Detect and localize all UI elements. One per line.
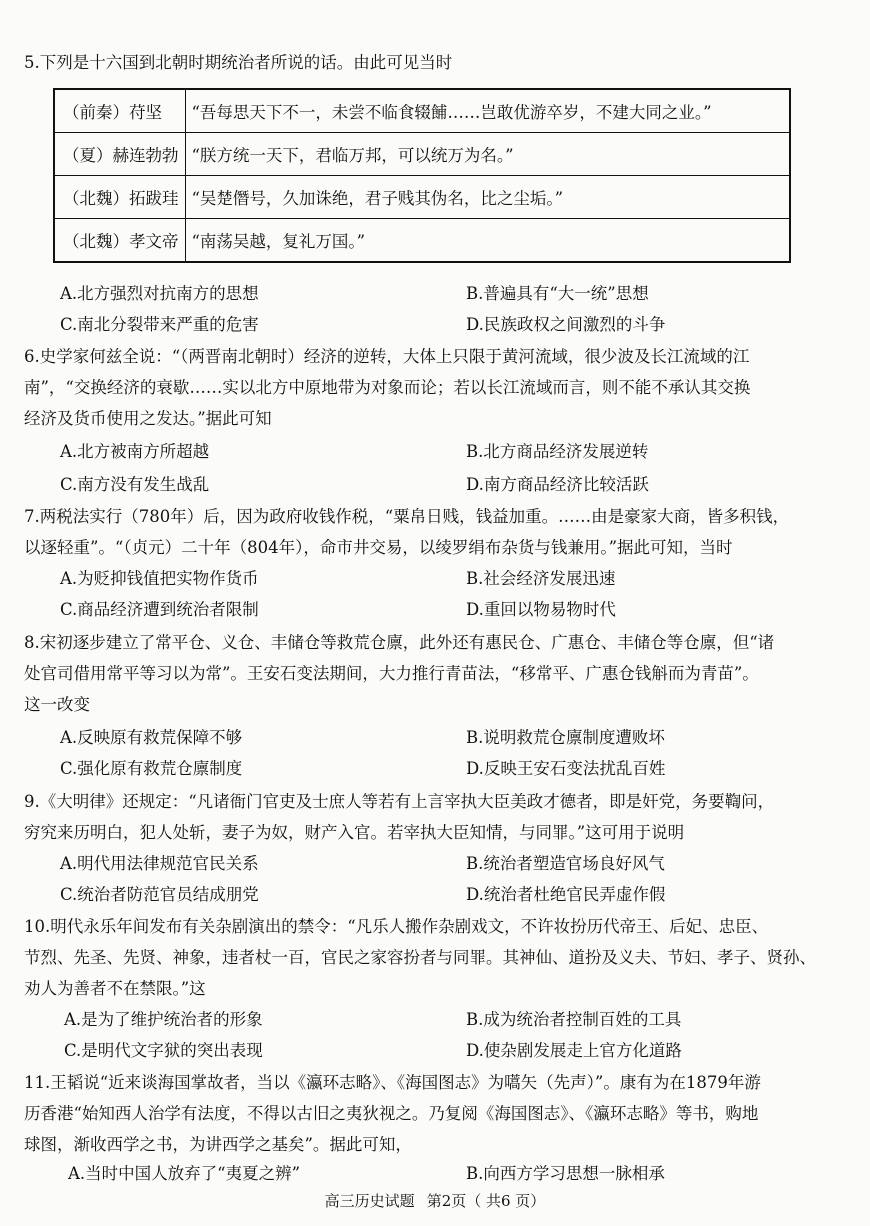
q9-stem-line: 9.《大明律》还规定：“凡诸衙门官吏及士庶人等若有上言宰执大臣美政才德者，即是奸党，务要鞫问， <box>24 792 775 811</box>
q7-stem-line: 7.两税法实行（780年）后，因为政府收钱作税，“粟帛日贱，钱益加重。……由是豪家大商，皆多积钱， <box>24 507 790 526</box>
q9-option-d[interactable]: D.统治者杜绝官民弄虚作假 <box>466 885 666 904</box>
q10-option-c[interactable]: C.是明代文字狱的突出表现 <box>64 1041 263 1060</box>
q5-option-a[interactable]: A.北方强烈对抗南方的思想 <box>60 284 259 303</box>
footer-page-number: 第2页（ 共6 页） <box>426 1192 546 1210</box>
q7-stem-line: 以逐轻重”。“（贞元）二十年（804年），命市井交易，以绫罗绢布杂货与钱兼用。”据此可知，当时 <box>24 538 733 557</box>
q8-option-d[interactable]: D.反映王安石变法扰乱百姓 <box>466 759 666 778</box>
q5-ruler-cell: （前秦）苻坚 <box>54 89 185 133</box>
q5-quote-table <box>53 88 791 263</box>
table-row <box>54 133 790 176</box>
q5-quote-cell: “吾每思天下不一，未尝不临食辍餔……岂敢优游卒岁，不建大同之业。” <box>185 89 790 133</box>
q6-option-a[interactable]: A.北方被南方所超越 <box>60 442 210 461</box>
q7-option-b[interactable]: B.社会经济发展迅速 <box>466 569 616 588</box>
q8-stem-line: 这一改变 <box>24 695 90 714</box>
q9-option-c[interactable]: C.统治者防范官员结成朋党 <box>60 885 259 904</box>
q6-option-b[interactable]: B.北方商品经济发展逆转 <box>466 442 649 461</box>
footer-subject: 高三历史试题 <box>324 1192 415 1210</box>
q10-option-d[interactable]: D.使杂剧发展走上官方化道路 <box>466 1041 682 1060</box>
q10-option-b[interactable]: B.成为统治者控制百姓的工具 <box>466 1010 682 1029</box>
q11-stem-line: 历香港“始知西人治学有法度，不得以古旧之夷狄视之。乃复阅《海国图志》、《瀛环志略》等书，购地 <box>24 1104 759 1123</box>
q5-quote-cell: “南荡吴越，复礼万国。” <box>185 219 790 263</box>
q9-option-b[interactable]: B.统治者塑造官场良好风气 <box>466 854 665 873</box>
q8-stem-line: 8.宋初逐步建立了常平仓、义仓、丰储仓等救荒仓廪，此外还有惠民仓、广惠仓、丰储仓等仓廪，但“诸 <box>24 633 775 652</box>
q5-option-b[interactable]: B.普遍具有“大一统”思想 <box>466 284 649 303</box>
table-row <box>54 176 790 219</box>
q9-option-a[interactable]: A.明代用法律规范官民关系 <box>60 854 259 873</box>
q6-option-c[interactable]: C.南方没有发生战乱 <box>60 475 210 494</box>
q5-stem: 5.下列是十六国到北朝时期统治者所说的话。由此可见当时 <box>24 53 453 72</box>
q5-option-c[interactable]: C.南北分裂带来严重的危害 <box>60 315 259 334</box>
table-row <box>54 219 790 263</box>
q10-stem-line: 10.明代永乐年间发布有关杂剧演出的禁令：“凡乐人搬作杂剧戏文，不许妆扮历代帝王、后妃、忠臣、 <box>24 917 769 936</box>
q7-option-c[interactable]: C.商品经济遭到统治者限制 <box>60 600 259 619</box>
q7-option-a[interactable]: A.为贬抑钱值把实物作货币 <box>60 569 259 588</box>
q10-option-a[interactable]: A.是为了维护统治者的形象 <box>64 1010 263 1029</box>
q6-option-d[interactable]: D.南方商品经济比较活跃 <box>466 475 649 494</box>
q11-stem-line: 球图，渐收西学之书，为讲西学之基矣”。据此可知， <box>24 1135 412 1154</box>
q11-stem-line: 11.王韬说“近来谈海国掌故者，当以《瀛环志略》、《海国图志》为嚆矢（先声）”。康有为在1879年游 <box>24 1073 761 1092</box>
q5-ruler-cell: （北魏）孝文帝 <box>54 219 185 263</box>
q7-option-d[interactable]: D.重回以物易物时代 <box>466 600 616 619</box>
q5-quote-cell: “朕方统一天下，君临万邦，可以统万为名。” <box>185 133 790 176</box>
q6-stem-line: 6.史学家何兹全说：“（两晋南北朝时）经济的逆转，大体上只限于黄河流域，很少波及长江流域的江 <box>24 347 750 366</box>
q5-ruler-cell: （北魏）拓跋珪 <box>54 176 185 219</box>
q6-stem-line: 南”，“交换经济的衰歇……实以北方中原地带为对象而论；若以长江流域而言，则不能不承认其交换 <box>24 378 751 397</box>
q10-stem-line: 劝人为善者不在禁限。”这 <box>24 979 206 998</box>
q5-option-d[interactable]: D.民族政权之间激烈的斗争 <box>466 315 666 334</box>
table-row <box>54 89 790 133</box>
page-footer <box>0 1190 870 1211</box>
q5-quote-cell: “吴楚僭号，久加诛绝，君子贱其伪名，比之尘垢。” <box>185 176 790 219</box>
q6-stem-line: 经济及货币使用之发达。”据此可知 <box>24 409 272 428</box>
q5-ruler-cell: （夏）赫连勃勃 <box>54 133 185 176</box>
q8-option-c[interactable]: C.强化原有救荒仓廪制度 <box>60 759 243 778</box>
q8-option-a[interactable]: A.反映原有救荒保障不够 <box>60 728 243 747</box>
q8-stem-line: 处官司借用常平等习以为常”。王安石变法期间，大力推行青苗法，“移常平、广惠仓钱斛而为青苗”。 <box>24 664 759 683</box>
q10-stem-line: 节烈、先圣、先贤、神象，违者杖一百，官民之家容扮者与同罪。其神仙、道扮及义夫、节妇、孝子、贤孙、 <box>24 948 816 967</box>
q11-option-a[interactable]: A.当时中国人放弃了“夷夏之辨” <box>68 1164 301 1183</box>
q9-stem-line: 穷究来历明白，犯人处斩，妻子为奴，财产入官。若宰执大臣知情，与同罪。”这可用于说明 <box>24 823 685 842</box>
q8-option-b[interactable]: B.说明救荒仓廪制度遭败坏 <box>466 728 665 747</box>
q11-option-b[interactable]: B.向西方学习思想一脉相承 <box>466 1164 665 1183</box>
